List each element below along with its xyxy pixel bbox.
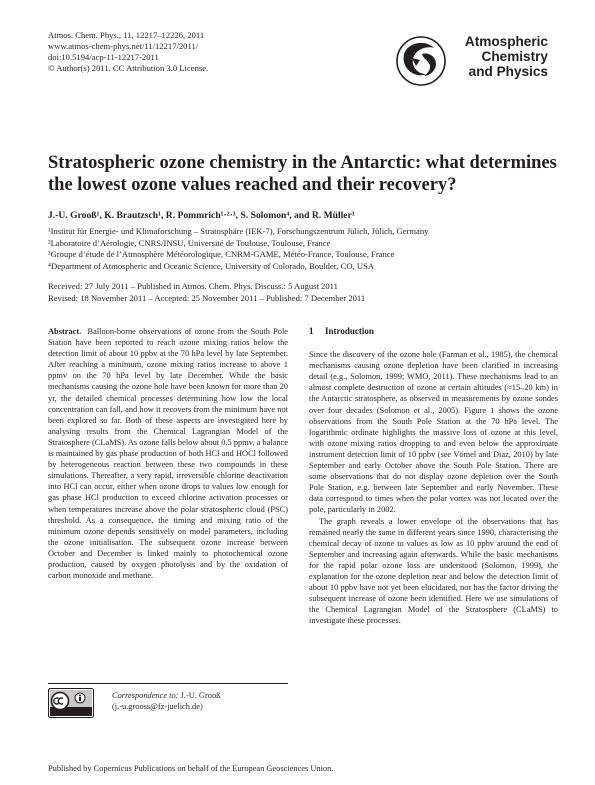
logo-line-2: Chemistry xyxy=(481,49,548,64)
abstract-label: Abstract. xyxy=(48,327,82,336)
footnote-rule xyxy=(48,683,288,684)
journal-url[interactable]: www.atmos-chem-phys.net/11/12217/2011/ xyxy=(48,41,199,51)
section-title: Introduction xyxy=(325,326,374,336)
cc-by-icon xyxy=(48,688,94,718)
affiliation-4: ⁴Department of Atmospheric and Oceanic Science, University of Colorado, Boulder, CO, USA xyxy=(48,260,375,271)
affiliation-2: ²Laboratoire d’Aérologie, CNRS/INSU, Université de Toulouse, Toulouse, France xyxy=(48,237,331,248)
publisher-footer: Published by Copernicus Publications on behalf of the European Geosciences Union. xyxy=(48,764,334,773)
revised-date: Revised: 18 November 2011 – Accepted: 25 November 2011 – Published: 7 December 2011 xyxy=(48,292,366,303)
correspondence-label: Correspondence to: xyxy=(112,691,179,700)
section-number: 1 xyxy=(309,326,314,336)
correspondence-name: J.-U. Grooß xyxy=(180,691,221,700)
introduction xyxy=(309,326,558,626)
affiliation-3: ³Groupe d’étude de l’Atmosphère Météorologique, CNRM-GAME, Météo-France, Toulouse, France xyxy=(48,249,395,259)
abstract-text: Balloon-borne observations of ozone from the South Pole Station have been reported to reach ozone mixing ratios below the detection limit of about 10 ppbv at the 70 hPa level by late September. After reaching a minimum, ozone mixing ratios increase to above 1 ppmv on the 70 hPa level by late December. While the basic mechanisms causing the ozone hole have been known for more than 20 yr, the detailed chemical processes determining how low the local concentration can fall, and how it recovers from the minimum have not been explored so far. Both of these aspects are investigated here by analysing results from the Chemical Lagrangian Model of the Stratosphere (CLaMS). As ozone falls below about 0.5 ppmv, a balance is maintained by gas phase production of both HCl and HOCl followed by heterogeneous reaction between these two compounds in these simulations. Thereafter, a very rapid, irreversible chlorine deactivation into HCl can occur, either when ozone drops to values low enough for gas phase HCl production to exceed chlorine activation processes or when temperatures increase above the polar stratospheric cloud (PSC) threshold. As a consequence, the timing and mixing ratio of the minimum ozone depends sensitively on model parameters, including the ozone initialisation. The subsequent ozone increase between October and December is linked mainly to photochemical ozone production, caused by oxygen photolysis and by the oxidation of carbon monoxide and methane. xyxy=(48,327,288,581)
logo-line-1: Atmospheric xyxy=(464,34,548,49)
intro-paragraph-1: Since the discovery of the ozone hole (Farman et al., 1985), the chemical mechanisms causing ozone depletion have been clarified in increasing detail (e.g., Solomon, 1999; WMO, 2011). These mechanisms lead to an almost complete destruction of ozone at certain altitudes (≈15–20 km) in the Antarctic stratosphere, as observed in measurements by ozone sondes over four decades (Solomon et al., 2005). Figure 1 shows the ozone observations from the South Pole Station at the 70 hPa level. The logarithmic ordinate highlights the massive loss of ozone at this level, with ozone mixing ratios dropping to and even below the approximate instrument detection limit of 10 ppbv (see Vömel and Diaz, 2010) by late September and early October above the South Pole Station. There are some observations that do not display ozone depletion over the South Pole Station, e.g. between late September and early November. These data correspond to times when the polar vortex was not located over the pole, particularly in 2002. xyxy=(309,350,558,515)
doi[interactable]: doi:10.5194/acp-11-12217-2011 xyxy=(48,52,159,62)
received-date: Received: 27 July 2011 – Published in Atmos. Chem. Phys. Discuss.: 5 August 2011 xyxy=(48,281,338,291)
journal-logo xyxy=(392,30,552,92)
affiliation-1: ¹Institut für Energie- und Klimaforschung – Stratosphäre (IEK-7), Forschungszentrum Jülich, Jülich, Germany xyxy=(48,226,429,236)
logo-line-3: and Physics xyxy=(468,64,548,79)
correspondence-email[interactable]: (j.-u.grooss@fz-juelich.de) xyxy=(112,702,203,711)
correspondence xyxy=(112,690,220,712)
publication-dates xyxy=(48,281,365,304)
affiliations xyxy=(48,226,428,272)
abstract xyxy=(48,326,288,581)
citation: Atmos. Chem. Phys., 11, 12217–12226, 2011 xyxy=(48,30,205,40)
intro-paragraph-2: The graph reveals a lower envelope of the observations that has remained nearly the same in different years since 1990, characterising the chemical decay of ozone to values as low as 10 ppbv around the end of September and increasing again afterwards. While the basic mechanisms for the rapid polar ozone loss are understood (Solomon, 1999), the explanation for the ozone depletion near and below the detection limit of about 10 ppbv have not yet been elucidated, nor has the factor driving the subsequent increase of ozone been identified. Here we use simulations of the Chemical Lagrangian Model of the Stratosphere (CLaMS) to investigate these processes. xyxy=(309,516,558,626)
acp-logo-icon xyxy=(392,30,450,92)
paper-title: Stratospheric ozone chemistry in the Antarctic: what determines the lowest ozone values reached and their recovery? xyxy=(48,153,557,195)
section-heading xyxy=(309,326,558,337)
license: © Author(s) 2011. CC Attribution 3.0 License. xyxy=(48,63,209,73)
author-list: J.-U. Grooß¹, K. Brautzsch¹, R. Pommrich¹·²·³, S. Solomon⁴, and R. Müller¹ xyxy=(48,210,355,221)
journal-meta xyxy=(48,30,208,74)
